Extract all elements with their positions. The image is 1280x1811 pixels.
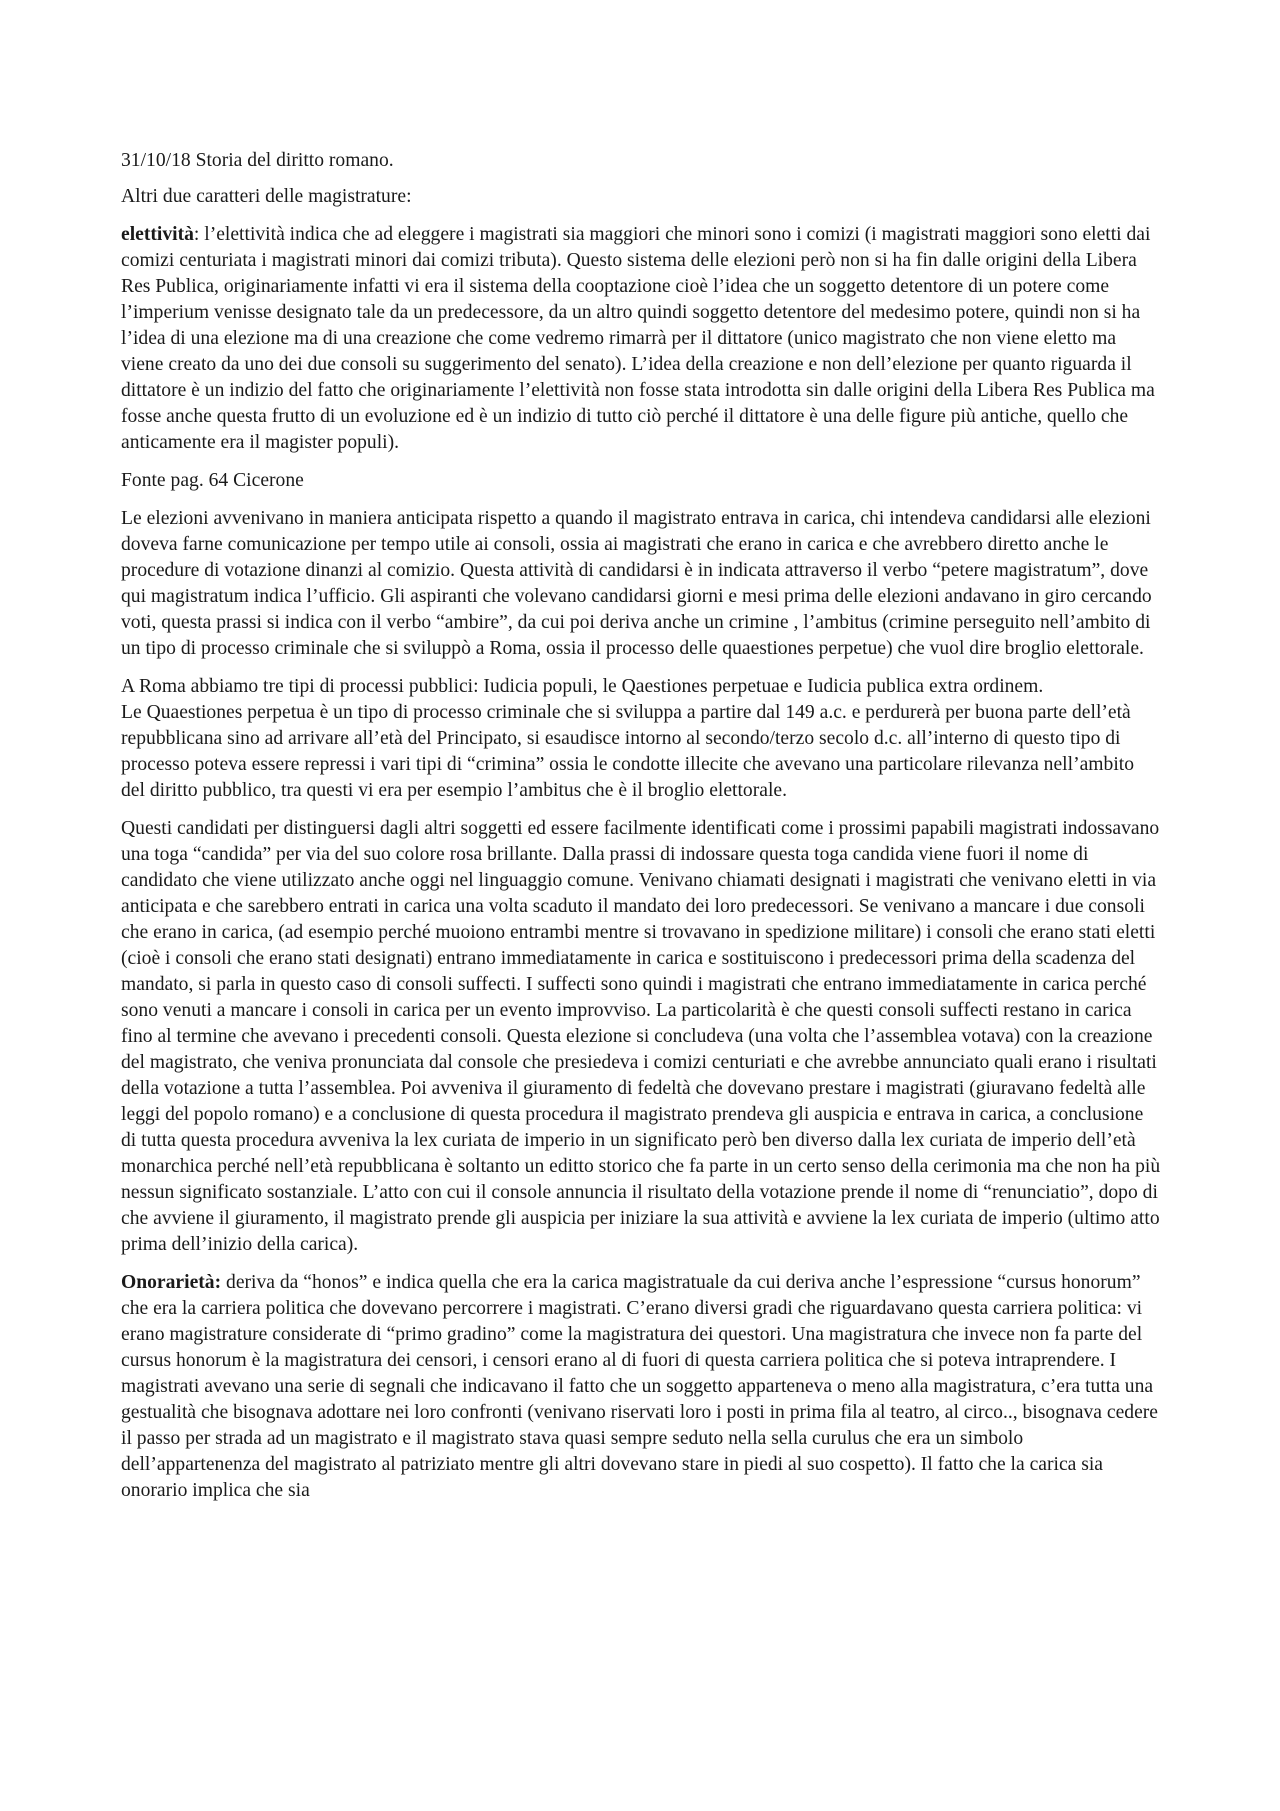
document-header: 31/10/18 Storia del diritto romano. (121, 150, 394, 171)
term-onorarieta: Onorarietà: (121, 1272, 222, 1293)
term-elettivita: elettività (121, 224, 194, 245)
paragraph-elettivita (121, 222, 1162, 456)
fonte-line: Fonte pag. 64 Cicerone (121, 470, 304, 491)
onorarieta-text: deriva da “honos” e indica quella che era la carica magistratuale da cui deriva anche l’espressione “cursus honorum” che era la carriera politica che dovevano percorrere i magistrati. C’erano diversi gradi che riguardavano questa carriera politica: vi erano magistrature considerate di “primo gradino” come la magistratura dei questori. Una magistratura che invece non fa parte del cursus honorum è la magistratura dei censori, i censori erano al di fuori di questa carriera politica che si poteva intraprendere. I magistrati avevano una serie di segnali che indicavano il fatto che un soggetto apparteneva o meno alla magistratura, c’era tutta una gestualità che bisognava adottare nei loro confronti (venivano riservati loro i posti in prima fila al teatro, al circo.., bisognava cedere il passo per strada ad un magistrato e il magistrato stava quasi sempre seduto nella sella curulus che era un simbolo dell’appartenenza del magistrato al patriziato mentre gli altri dovevano stare in piedi al suo cospetto). Il fatto che la carica sia onorario implica che sia (121, 1272, 1159, 1501)
paragraph-processi (121, 674, 1162, 804)
processi-line-2: Le Quaestiones perpetua è un tipo di processo criminale che si sviluppa a partire dal 149 a.c. e perdurerà per buona parte dell’età repubblicana sino ad arrivare all’età del Principato, si esaudisce intorno al secondo/terzo secolo d.c. all’interno di questo tipo di processo poteva essere repressi i vari tipi di “crimina” ossia le condotte illecite che avevano una particolare rilevanza nell’ambito del diritto pubblico, tra questi vi era per esempio l’ambitus che è il broglio elettorale. (121, 702, 1135, 801)
elettivita-text: : l’elettività indica che ad eleggere i magistrati sia maggiori che minori sono i comizi (i magistrati maggiori sono eletti dai comizi centuriata i magistrati minori dai comizi tributa). Questo sistema delle elezioni però non si ha fin dalle origini della Libera Res Publica, originariamente infatti vi era il sistema della cooptazione cioè l’idea che un soggetto detentore di un potere come l’imperium venisse designato tale da un predecessore, da un altro quindi soggetto detentore del medesimo potere, quindi non si ha l’idea di una elezione ma di una creazione che come vedremo rimarrà per il dittatore (unico magistrato che non viene eletto ma viene creato da uno dei due consoli su suggerimento del senato). L’idea della creazione e non dell’elezione per quanto riguarda il dittatore è un indizio del fatto che originariamente l’elettività non fosse stata introdotta sin dalle origini della Libera Res Publica ma fosse anche questa frutto di un evoluzione ed è un indizio di tutto ciò perché il dittatore è una delle figure più antiche, quello che anticamente era il magister populi). (121, 224, 1155, 453)
intro-line: Altri due caratteri delle magistrature: (121, 186, 412, 207)
processi-line-1: A Roma abbiamo tre tipi di processi pubblici: Iudicia populi, le Qaestiones perpetuae e Iudicia publica extra ordinem. (121, 676, 1044, 697)
paragraph-onorarieta (121, 1270, 1162, 1504)
paragraph-elezioni: Le elezioni avvenivano in maniera anticipata rispetto a quando il magistrato entrava in carica, chi intendeva candidarsi alle elezioni doveva farne comunicazione per tempo utile ai consoli, ossia ai magistrati che erano in carica e che avrebbero diretto anche le procedure di votazione dinanzi al comizio. Questa attività di candidarsi è in indicata attraverso il verbo “petere magistratum”, dove qui magistratum indica l’ufficio. Gli aspiranti che volevano candidarsi giorni e mesi prima delle elezioni andavano in giro cercando voti, questa prassi si indica con il verbo “ambire”, da cui poi deriva anche un crimine , l’ambitus (crimine perseguito nell’ambito di un tipo di processo criminale che si sviluppò a Roma, ossia il processo delle quaestiones perpetue) che vuol dire broglio elettorale. (121, 508, 1152, 659)
paragraph-candidati: Questi candidati per distinguersi dagli altri soggetti ed essere facilmente identificati come i prossimi papabili magistrati indossavano una toga “candida” per via del suo colore rosa brillante. Dalla prassi di indossare questa toga candida viene fuori il nome di candidato che viene utilizzato anche oggi nel linguaggio comune. Venivano chiamati designati i magistrati che venivano eletti in via anticipata e che sarebbero entrati in carica una volta scaduto il mandato dei loro predecessori. Se venivano a mancare i due consoli che erano in carica, (ad esempio perché muoiono entrambi mentre si trovavano in spedizione militare) i consoli che erano stati eletti (cioè i consoli che erano stati designati) entrano immediatamente in carica e sostituiscono i predecessori prima della scadenza del mandato, si parla in questo caso di consoli suffecti. I suffecti sono quindi i magistrati che entrano immediatamente in carica perché sono venuti a mancare i consoli in carica per un evento improvviso. La particolarità è che questi consoli suffecti restano in carica fino al termine che avevano i precedenti consoli. Questa elezione si concludeva (una volta che l’assemblea votava) con la creazione del magistrato, che veniva pronunciata dal console che presiedeva i comizi centuriati e che avrebbe annunciato quali erano i risultati della votazione a tutta l’assemblea. Poi avveniva il giuramento di fedeltà che dovevano prestare i magistrati (giuravano fedeltà alle leggi del popolo romano) e a conclusione di questa procedura il magistrato prendeva gli auspicia e entrava in carica, a conclusione di tutta questa procedura avveniva la lex curiata de imperio in un significato però ben diverso dalla lex curiata de imperio dell’età monarchica perché nell’età repubblicana è soltanto un editto storico che fa parte in un certo senso della cerimonia ma che non ha più nessun significato sostanziale. L’atto con cui il console annuncia il risultato della votazione prende il nome di “renunciatio”, dopo di che avviene il giuramento, il magistrato prende gli auspicia per iniziare la sua attività e avviene la lex curiata de imperio (ultimo atto prima dell’inizio della carica). (121, 818, 1161, 1255)
